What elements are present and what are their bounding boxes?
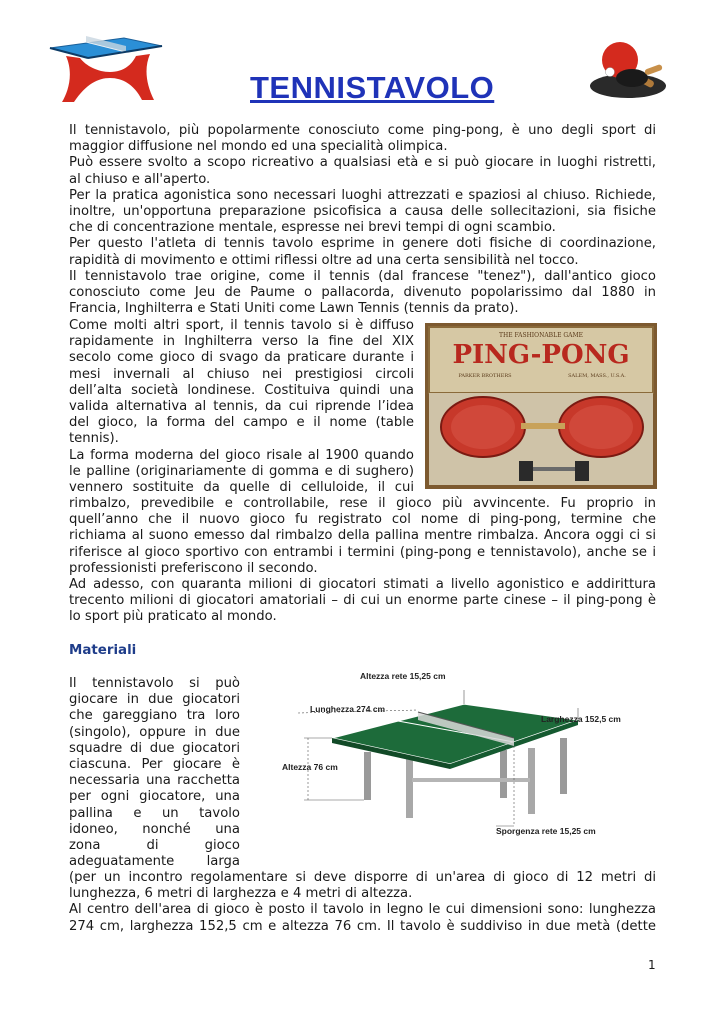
text-line: trecento milioni di giocatori amatoriali – di cui un enorme parte cinese – il ping-pong è <box>69 593 656 609</box>
box-maker-right: SALEM, MASS., U.S.A. <box>568 373 626 379</box>
ping-pong-box-photo <box>425 323 657 489</box>
text-line: maggior diffusione nel mondo ed una specialità olimpica. <box>69 139 448 155</box>
text-line: Il tennistavolo, più popolarmente conosciuto come ping-pong, è uno degli sport di <box>69 123 656 138</box>
label-height: Altezza 76 cm <box>282 762 338 772</box>
box-maker-left: PARKER BROTHERS <box>458 373 512 379</box>
text-line: richiama al suono emesso dal rimbalzo della pallina mentre rimbalza. Ancora oggi ci si <box>69 528 656 544</box>
history-text-narrow <box>69 318 414 496</box>
text-line: Il tennistavolo si può <box>69 676 240 691</box>
page-title: TENNISTAVOLO <box>250 70 495 105</box>
text-line: conosciuto come Jeu de Paume o pallacorda, divenuto popolarissimo dal 1880 in <box>69 285 656 301</box>
text-line: che gareggiano tra loro <box>69 708 240 724</box>
label-overhang: Sporgenza rete 15,25 cm <box>496 826 596 836</box>
text-line: squadre di due giocatori <box>69 740 240 756</box>
text-line: secolo come gioco di svago da praticare durante i <box>69 350 414 366</box>
text-line: Come molti altri sport, il tennis tavolo si è diffuso <box>69 318 414 333</box>
text-line: (singolo), oppure in due <box>69 724 240 740</box>
text-line: rapidità di movimento e ottimi riflessi oltre ad una certa sensibilità nel tocco. <box>69 252 579 268</box>
label-width: Larghezza 152,5 cm <box>541 714 621 724</box>
text-line: inoltre, un'opportuna preparazione psicofisica a causa delle sollecitazioni, sia fisiche <box>69 204 656 220</box>
intro-text <box>69 123 656 317</box>
materials-text-narrow <box>69 676 240 870</box>
materials-heading: Materiali <box>69 643 137 658</box>
text-line: lo sport più praticato al mondo. <box>69 609 277 625</box>
text-line: rapidamente in Inghilterra verso la fine del XIX <box>69 334 414 350</box>
text-line: Per la pratica agonistica sono necessari luoghi attrezzati e spaziosi al chiuso. Richiede, <box>69 187 656 203</box>
text-line: 274 cm, larghezza 152,5 cm e altezza 76 cm. Il tavolo è suddiviso in due metà (dette <box>69 918 656 934</box>
box-brand-text: PING-PONG <box>452 340 630 370</box>
text-line: vennero sostituite da quelle di celluloide, il cui <box>69 480 414 496</box>
text-line: giocare in due giocatori <box>69 692 240 708</box>
label-net-height: Altezza rete 15,25 cm <box>360 671 446 681</box>
text-line: riferisce al gioco sportivo con entrambi i termini (ping-pong e tennistavolo), anche se i <box>69 544 656 560</box>
text-line: che di concentrazione mentale, espresse nei brevi tempi di ogni scambio. <box>69 220 556 236</box>
text-line: al chiuso e all'aperto. <box>69 171 211 187</box>
text-line: (per un incontro regolamentare si deve disporre di un'area di gioco di 12 metri di <box>69 870 656 885</box>
materials-text-wide <box>69 870 656 935</box>
text-line: Al centro dell'area di gioco è posto il tavolo in legno le cui dimensioni sono: lunghezza <box>69 902 656 918</box>
text-line: valida alternativa al tennis, da cui riprende l’idea <box>69 399 414 415</box>
text-line: tennis). <box>69 431 119 447</box>
paddles-illustration <box>588 40 668 102</box>
table-illustration <box>46 34 166 106</box>
text-line: necessaria una racchetta <box>69 773 240 789</box>
text-line: idoneo, nonché una <box>69 821 240 837</box>
page-number: 1 <box>648 958 656 972</box>
text-line: ciascuna. Per giocare è <box>69 757 240 773</box>
text-line: zona di gioco <box>69 838 240 854</box>
text-line: adeguatamente larga <box>69 854 240 870</box>
text-line: Ad adesso, con quaranta milioni di giocatori stimati a livello agonistico e addirittura <box>69 577 656 593</box>
label-length: Lunghezza 274 cm <box>310 704 386 714</box>
text-line: per ogni giocatore, una <box>69 789 240 805</box>
text-line: rimbalzo, prevedibile e controllabile, rese il gioco più avvincente. Fu proprio in <box>69 496 656 511</box>
text-line: La forma moderna del gioco risale al 1900 quando <box>69 447 414 463</box>
text-line: del gioco, la forma del campo e il nome (table <box>69 415 414 431</box>
text-line: Il tennistavolo trae origine, come il tennis (dal francese "tenez"), dall'antico gioco <box>69 268 656 284</box>
text-line: professionisti preferiscono il secondo. <box>69 560 318 576</box>
text-line: Per questo l'atleta di tennis tavolo esprime in genere doti fisiche di coordinazione, <box>69 236 656 252</box>
text-line: quell’anno che il nuovo gioco fu registrato col nome di ping-pong, termine che <box>69 512 656 528</box>
table-dimensions-diagram <box>278 668 658 840</box>
text-line: Francia, Inghilterra e Stati Uniti come Lawn Tennis (tennis da prato). <box>69 301 519 317</box>
text-line: lunghezza, 6 metri di larghezza e 4 metri di altezza. <box>69 886 413 902</box>
text-line: le palline (originariamente di gomma e di sughero) <box>69 463 414 479</box>
box-title-text: THE FASHIONABLE GAME <box>498 332 584 339</box>
text-line: dell’alta società londinese. Costituiva quindi una <box>69 382 414 398</box>
text-line: Può essere svolto a scopo ricreativo a qualsiasi età e si può giocare in luoghi ristretti, <box>69 155 656 171</box>
text-line: pallina e un tavolo <box>69 805 240 821</box>
history-text-wide <box>69 496 656 626</box>
text-line: mesi invernali al chiuso nei prestigiosi circoli <box>69 366 414 382</box>
